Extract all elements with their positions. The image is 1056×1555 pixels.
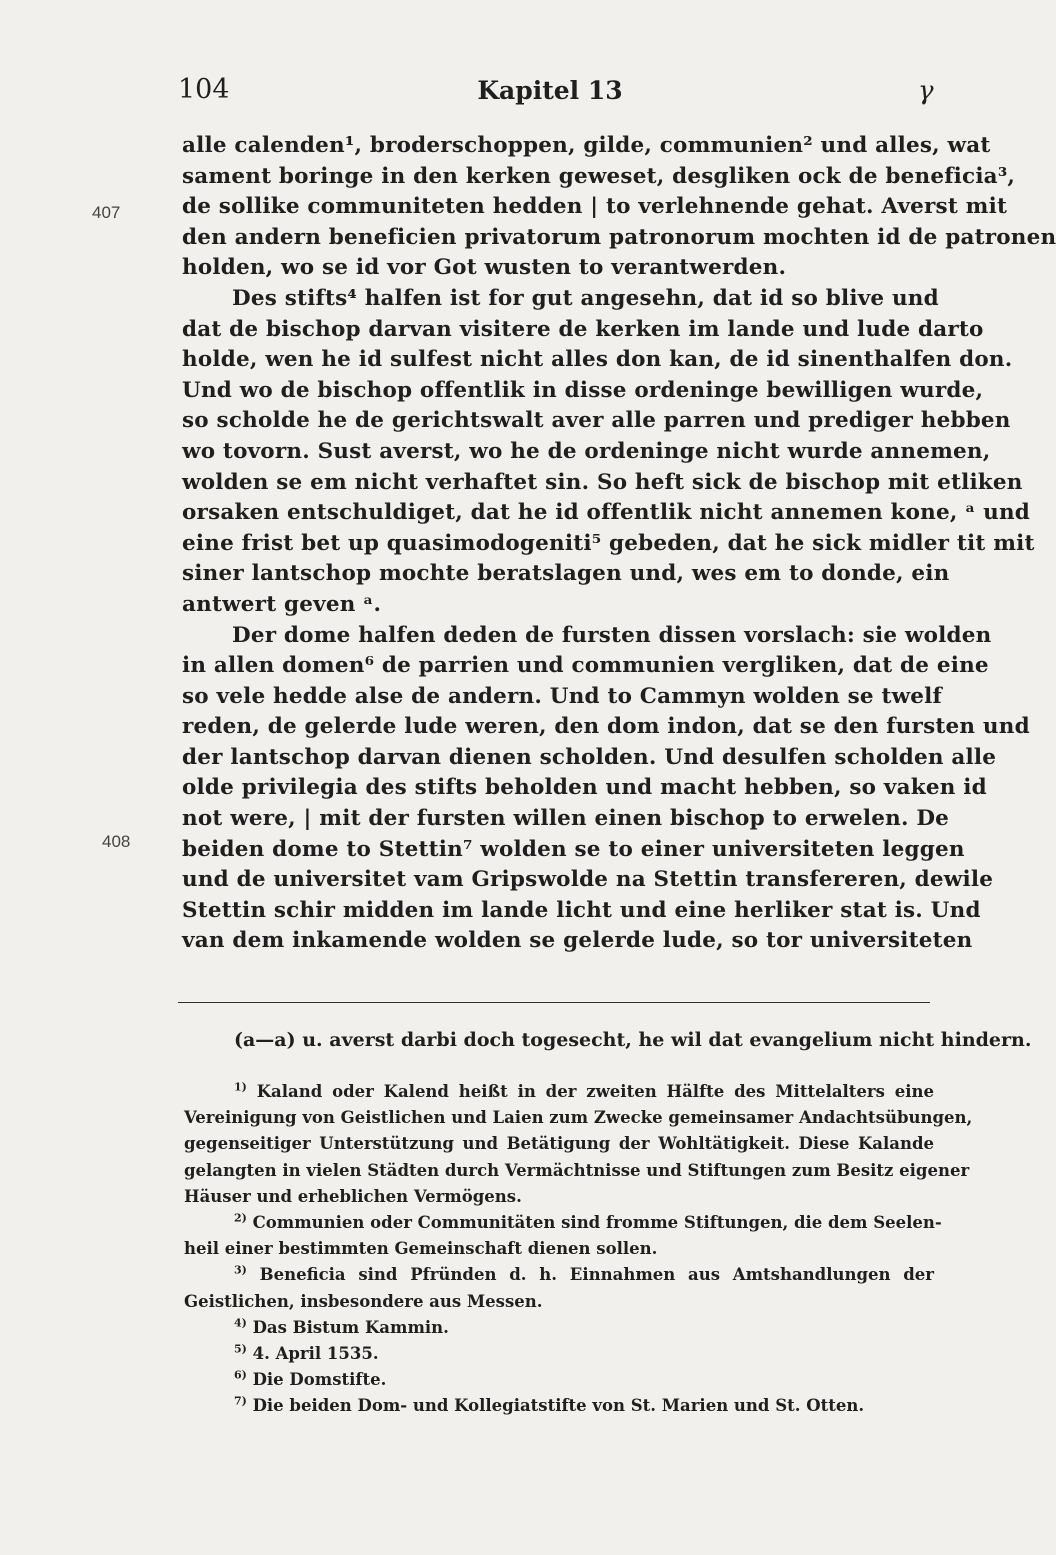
footnote-line: gegenseitiger Unterstützung und Betätigung der Wohltätigkeit. Diese Kalande <box>184 1134 934 1154</box>
text-line: antwert geven ᵃ. <box>182 591 382 617</box>
text-line: sament boringe in den kerken geweset, desgliken ock de beneficia³, <box>182 163 1016 189</box>
text-line: und de universitet vam Gripswolde na Stettin transfereren, dewile <box>182 867 994 893</box>
footnote-line: gelangten in vielen Städten durch Vermächtnisse und Stiftungen zum Besitz eigener <box>184 1160 970 1180</box>
footnote-mark: 6) <box>234 1368 247 1382</box>
text-line: Und wo de bischop offentlik in disse ordeninge bewilligen wurde, <box>182 377 984 403</box>
text-line: wo tovorn. Sust averst, wo he de ordeninge nicht wurde annemen, <box>182 438 991 464</box>
text-line: beiden dome to Stettin⁷ wolden se to einer universiteten leggen <box>182 836 965 862</box>
text-line: der lantschop darvan dienen scholden. Und desulfen scholden alle <box>182 744 997 770</box>
signature-mark: γ <box>918 76 934 106</box>
text-line: Des stifts⁴ halfen ist for gut angesehn, dat id so blive und <box>232 285 939 311</box>
footnote-rule <box>178 1002 930 1003</box>
footnote-text: Die beiden Dom- und Kollegiatstifte von St. Marien und St. Otten. <box>252 1396 865 1416</box>
margin-number: 408 <box>102 832 131 851</box>
footnote-line: heil einer bestimmten Gemeinschaft dienen sollen. <box>184 1239 658 1259</box>
text-line: dat de bischop darvan visitere de kerken im lande und lude darto <box>182 316 984 342</box>
footnote-mark: 1) <box>234 1080 247 1094</box>
footnote-line: Vereinigung von Geistlichen und Laien zum Zwecke gemeinsamer Andachtsübungen, <box>184 1108 973 1128</box>
footnote-text: 4. April 1535. <box>252 1343 379 1363</box>
variant-apparatus <box>234 1029 1032 1051</box>
footnote-line <box>184 1079 934 1105</box>
footnotes <box>184 1079 973 1419</box>
footnote-line <box>184 1210 942 1236</box>
text-line: Stettin schir midden im lande licht und eine herliker stat is. Und <box>182 897 981 923</box>
variant-siglum: (a—a) <box>234 1029 296 1051</box>
footnote-text: Die Domstifte. <box>252 1370 387 1390</box>
text-line: van dem inkamende wolden se gelerde lude, so tor universiteten <box>182 928 973 954</box>
text-line: Der dome halfen deden de fursten dissen vorslach: sie wolden <box>232 622 992 648</box>
text-line: not were, | mit der fursten willen einen bischop to erwelen. De <box>182 806 950 832</box>
footnote-line <box>184 1262 934 1288</box>
text-line: so vele hedde alse de andern. Und to Cammyn wolden se twelf <box>182 683 942 709</box>
text-line: de sollike communiteten hedden | to verlehnende gehat. Averst mit <box>182 194 1008 220</box>
page-number: 104 <box>178 74 230 105</box>
chapter-title: Kapitel 13 <box>477 76 623 105</box>
running-header <box>0 74 1000 114</box>
footnote-line: Häuser und erheblichen Vermögens. <box>184 1186 522 1206</box>
text-line: orsaken entschuldiget, dat he id offentlik nicht annemen kone, ᵃ und <box>182 500 1031 526</box>
text-line: reden, de gelerde lude weren, den dom indon, dat se den fursten und <box>182 714 1030 740</box>
footnote-line <box>184 1367 934 1393</box>
footnote-text: Das Bistum Kammin. <box>252 1317 449 1337</box>
footnote-mark: 2) <box>234 1211 247 1225</box>
footnote-line: Geistlichen, insbesondere aus Messen. <box>184 1291 543 1311</box>
text-line: so scholde he de gerichtswalt aver alle parren und prediger hebben <box>182 408 1011 434</box>
footnote-text: Kaland oder Kalend heißt in der zweiten Hälfte des Mittelalters eine <box>256 1082 934 1101</box>
text-line: olde privilegia des stifts beholden und macht hebben, so vaken id <box>182 775 987 801</box>
text-line: siner lantschop mochte beratslagen und, wes em to donde, ein <box>182 561 950 587</box>
footnote-line <box>184 1393 934 1419</box>
text-line: in allen domen⁶ de parrien und communien vergliken, dat de eine <box>182 653 989 679</box>
footnote-mark: 3) <box>234 1263 247 1277</box>
margin-number: 407 <box>92 203 121 222</box>
footnote-mark: 5) <box>234 1342 247 1356</box>
footnote-mark: 4) <box>234 1316 247 1330</box>
footnote-line <box>184 1341 934 1367</box>
footnote-line <box>184 1315 934 1341</box>
text-line: den andern beneficien privatorum patronorum mochten id de patronen <box>182 224 1056 250</box>
text-line: wolden se em nicht verhaftet sin. So heft sick de bischop mit etliken <box>182 469 1023 495</box>
footnote-text: Beneficia sind Pfründen d. h. Einnahmen aus Amtshandlungen der <box>259 1265 934 1285</box>
text-line: alle calenden¹, broderschoppen, gilde, communien² und alles, wat <box>182 133 991 158</box>
footnote-text: Communien oder Communitäten sind fromme Stiftungen, die dem Seelen- <box>252 1212 942 1232</box>
main-text <box>182 131 1056 957</box>
text-line: holde, wen he id sulfest nicht alles don kan, de id sinenthalfen don. <box>182 347 1013 373</box>
text-line: eine frist bet up quasimodogeniti⁵ gebeden, dat he sick midler tit mit <box>182 530 1035 556</box>
text-line: holden, wo se id vor Got wusten to verantwerden. <box>182 255 787 281</box>
footnote-mark: 7) <box>234 1394 247 1408</box>
variant-text: u. averst darbi doch togesecht, he wil dat evangelium nicht hindern. <box>302 1029 1032 1051</box>
